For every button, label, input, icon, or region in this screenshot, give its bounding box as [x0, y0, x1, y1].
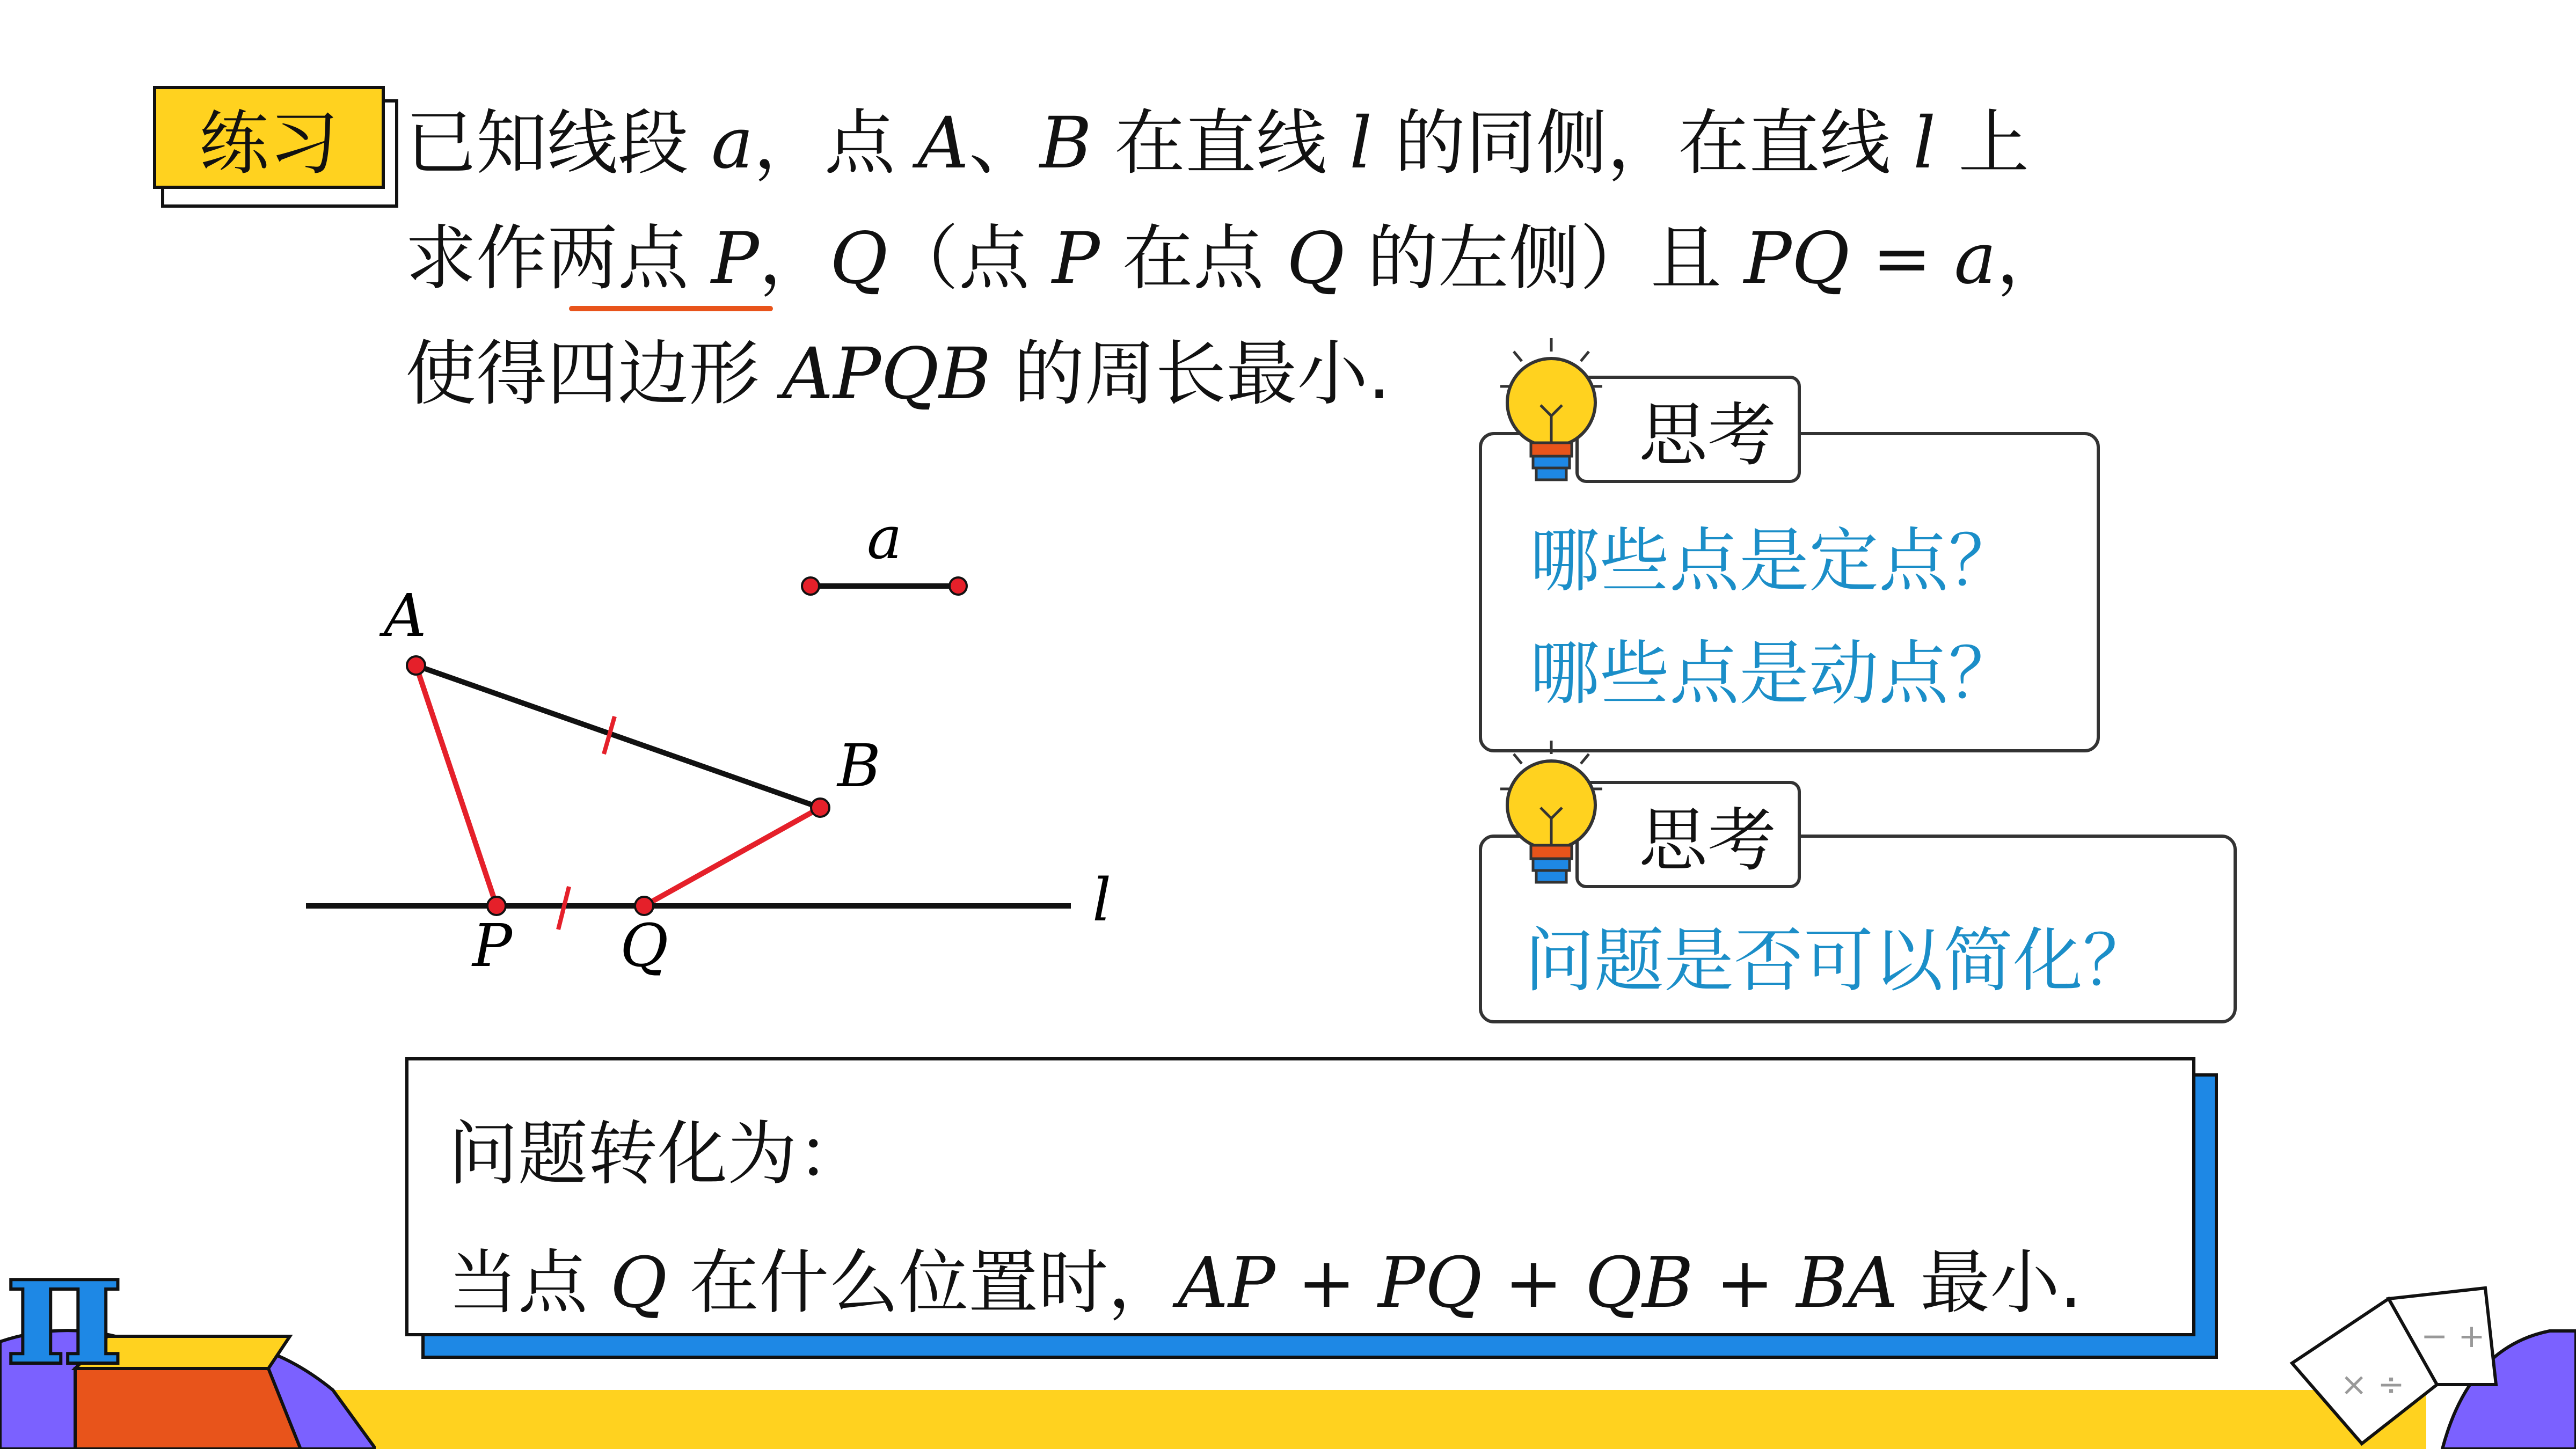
summary-text	[448, 1089, 2082, 1347]
label-Q: Q	[620, 911, 669, 980]
label-P: P	[472, 911, 513, 980]
segment-a-endpoint-left	[802, 577, 819, 595]
think-tab-2	[1575, 781, 1801, 888]
point-B	[811, 799, 829, 817]
problem-line-1: 已知线段 a，点 A、B 在直线 l 的同侧，在直线 l 上	[405, 102, 2030, 185]
segment-AP	[416, 665, 497, 906]
geometry-figure	[0, 0, 1181, 1020]
bottom-band	[333, 1390, 2426, 1449]
label-A: A	[384, 581, 427, 650]
think1-question-1: 哪些点是定点？	[1530, 520, 2019, 602]
summary-line-1: 问题转化为：	[448, 1113, 867, 1195]
think-tab-1	[1575, 376, 1801, 483]
segment-QB	[644, 808, 820, 906]
label-l: l	[1092, 866, 1112, 934]
label-B: B	[837, 731, 881, 800]
book-decoration	[2281, 1267, 2576, 1449]
lightbulb-icon	[1498, 335, 1605, 491]
think-tab-1-label: 思考	[1638, 396, 1776, 475]
practice-badge-label: 练习	[199, 102, 339, 184]
pi-decoration	[0, 1250, 376, 1449]
think2-question-1: 问题是否可以简化？	[1524, 920, 2153, 1001]
book-symbols-icon: − +	[2421, 1318, 2485, 1355]
pi-icon: π	[5, 1250, 123, 1401]
think-tab-2-label: 思考	[1638, 801, 1776, 881]
segment-a-endpoint-right	[950, 577, 967, 595]
problem-line-3: 使得四边形 APQB 的周长最小.	[405, 333, 1391, 415]
segment-AB	[416, 665, 820, 808]
think1-question-2: 哪些点是动点？	[1530, 633, 2019, 714]
label-a: a	[867, 503, 902, 572]
book-symbols-icon: × ÷	[2340, 1366, 2405, 1403]
summary-line-2: 当点 Q 在什么位置时，AP + PQ + QB + BA 最小.	[448, 1242, 2082, 1323]
point-A	[407, 656, 425, 675]
lightbulb-icon	[1498, 738, 1605, 894]
problem-line-2: 求作两点 P，Q（点 P 在点 Q 的左侧）且 PQ = a，	[405, 217, 2068, 300]
